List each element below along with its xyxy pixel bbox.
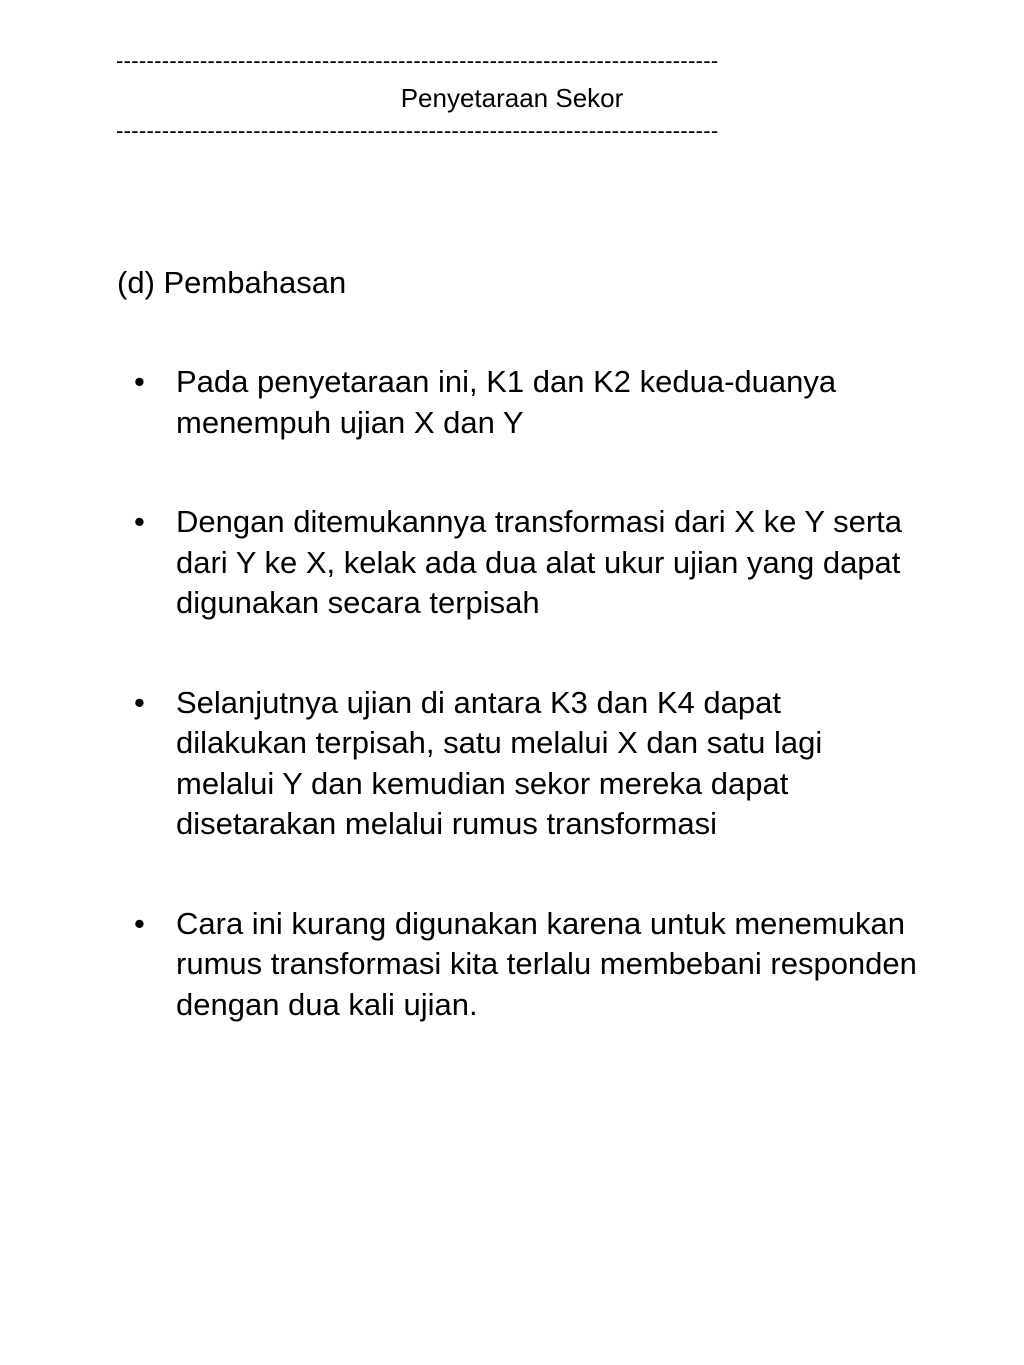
- bullet-list: [130, 362, 920, 1084]
- bullet-item: [130, 904, 920, 1026]
- header-title: Penyetaraan Sekor: [400, 83, 624, 113]
- bullet-item: [130, 362, 920, 443]
- bullet-icon: •: [134, 684, 145, 720]
- bullet-item: [130, 683, 920, 845]
- bullet-icon: •: [134, 905, 145, 941]
- bullet-text: Cara ini kurang digunakan karena untuk menemukan rumus transformasi kita terlalu membebani responden dengan dua kali ujian.: [176, 905, 917, 1022]
- bullet-text: Dengan ditemukannya transformasi dari X ke Y serta dari Y ke X, kelak ada dua alat ukur ujian yang dapat digunakan secara terpisah: [176, 504, 903, 620]
- bullet-text: Pada penyetaraan ini, K1 dan K2 kedua-duanya menempuh ujian X dan Y: [176, 364, 837, 440]
- bullet-item: [130, 502, 920, 624]
- bullet-icon: •: [134, 364, 145, 399]
- header-rule-top: -------------------------------------------------------------------------------: [116, 48, 719, 73]
- header-rule-bottom: -------------------------------------------------------------------------------: [116, 118, 719, 143]
- bullet-text: Selanjutnya ujian di antara K3 dan K4 dapat dilakukan terpisah, satu melalui X dan satu lagi melalui Y dan kemudian sekor mereka dapat disetarakan melalui rumus transformasi: [176, 684, 823, 841]
- section-heading: (d) Pembahasan: [117, 265, 347, 300]
- bullet-icon: •: [134, 504, 145, 539]
